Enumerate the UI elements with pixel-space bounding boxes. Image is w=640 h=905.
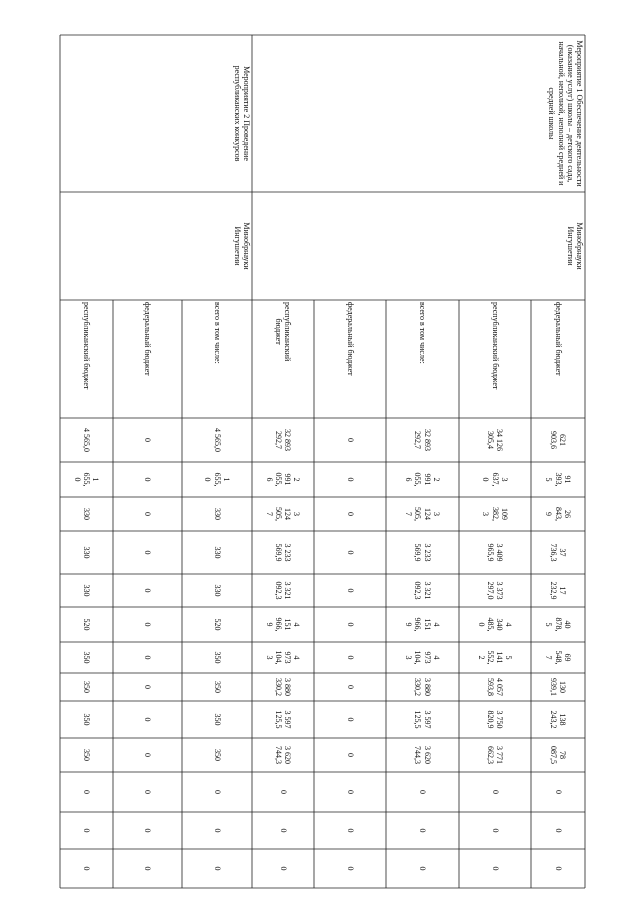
event-2-executor: Минобрнауки Ингушетии — [232, 222, 251, 270]
value-cell: 0 — [143, 512, 153, 516]
value-cell: 0 — [490, 790, 500, 794]
value-cell: 3 880 330,2 — [274, 678, 293, 696]
value-cell: 3 373 297,0 — [486, 581, 505, 600]
value-cell: 0 — [345, 828, 355, 833]
value-cell: 0 — [82, 828, 92, 833]
value-cell: 0 — [212, 828, 222, 833]
value-cell: 0 — [553, 866, 563, 871]
value-cell: 37 736,3 — [549, 543, 568, 562]
value-cell: 91 393, 5 — [544, 472, 572, 487]
value-cell: 0 — [143, 828, 153, 833]
value-cell: 0 — [345, 512, 355, 516]
row-label: федеральный бюджет — [553, 302, 563, 376]
row-label: всего в том числе: — [418, 302, 428, 364]
value-cell: 3 597 125,5 — [274, 710, 293, 729]
value-cell: 4 151 966, 9 — [264, 617, 302, 632]
value-cell: 0 — [143, 622, 153, 627]
value-cell: 130 939,1 — [549, 678, 568, 696]
value-cell: 0 — [345, 550, 355, 555]
value-cell: 3 880 330,2 — [413, 678, 432, 696]
value-cell: 3 620 744,3 — [274, 746, 293, 764]
value-cell: 330 — [212, 584, 222, 597]
event-1-executor: Минобрнауки Ингушетии — [565, 222, 584, 270]
value-cell: 138 243,2 — [549, 710, 568, 729]
value-cell: 3 750 820,9 — [486, 710, 505, 729]
value-cell: 0 — [345, 477, 355, 482]
value-cell: 520 — [82, 618, 92, 631]
value-cell: 69 548, 7 — [544, 650, 572, 665]
value-cell: 0 — [418, 790, 428, 794]
value-cell: 0 — [82, 790, 92, 794]
value-cell: 0 — [490, 828, 500, 833]
value-cell: 34 126 305,4 — [486, 429, 505, 451]
value-cell: 330 — [212, 508, 222, 520]
value-cell: 32 893 292,7 — [413, 429, 432, 451]
value-cell: 330 — [82, 584, 92, 597]
value-cell: 3 233 569,9 — [413, 543, 432, 562]
value-cell: 109 382, 3 — [481, 507, 509, 521]
row-label: республиканский бюджет — [274, 302, 293, 362]
value-cell: 0 — [553, 790, 563, 794]
value-cell: 520 — [212, 618, 222, 631]
value-cell: 0 — [345, 622, 355, 627]
value-cell: 1 655, 0 — [203, 472, 231, 487]
value-cell: 0 — [345, 438, 355, 442]
value-cell: 4 565,0 — [212, 428, 222, 452]
value-cell: 78 087,5 — [549, 746, 568, 764]
value-cell: 0 — [212, 866, 222, 871]
value-cell: 3 321 092,3 — [274, 581, 293, 600]
value-cell: 350 — [82, 651, 92, 664]
value-cell: 0 — [278, 790, 288, 794]
value-cell: 330 — [82, 546, 92, 559]
value-cell: 0 — [278, 828, 288, 833]
value-cell: 3 597 125,5 — [413, 710, 432, 729]
row-label: всего в том числе: — [212, 302, 222, 364]
value-cell: 0 — [553, 828, 563, 833]
value-cell: 0 — [143, 685, 153, 689]
value-cell: 5 141 552, 2 — [476, 650, 514, 665]
value-cell: 4 565,0 — [82, 428, 92, 452]
value-cell: 3 620 744,3 — [413, 746, 432, 764]
value-cell: 621 903,6 — [549, 431, 568, 449]
value-cell: 0 — [345, 790, 355, 794]
value-cell: 350 — [212, 681, 222, 693]
row-label: федеральный бюджет — [143, 302, 153, 376]
value-cell: 3 124 505, 7 — [264, 507, 302, 521]
value-cell: 4 340 485, 0 — [476, 617, 514, 632]
value-cell: 1 655, 0 — [72, 472, 101, 487]
row-label: республиканский бюджет — [490, 302, 500, 390]
value-cell: 4 973 104, 3 — [404, 650, 441, 665]
event-1-description: Мероприятие 1 Обеспечение деятельности (оказание услуг) школы – детского сада, начальной, неполной, неполной средней и средней школы — [547, 40, 584, 187]
value-cell: 330 — [212, 546, 222, 559]
value-cell: 350 — [212, 651, 222, 664]
value-cell: 3 124 505, 7 — [404, 507, 441, 521]
value-cell: 0 — [278, 866, 288, 871]
value-cell: 350 — [82, 713, 92, 726]
value-cell: 3 637, 0 — [481, 472, 509, 487]
value-cell: 0 — [143, 477, 153, 482]
value-cell: 0 — [143, 588, 153, 593]
event-2-description: Мероприятие 2 Проведение республиканских конкурсов — [232, 65, 251, 162]
value-cell: 0 — [345, 717, 355, 722]
value-cell: 0 — [490, 866, 500, 871]
value-cell: 17 232,9 — [549, 581, 568, 600]
value-cell: 0 — [143, 866, 153, 871]
value-cell: 0 — [418, 866, 428, 871]
value-cell: 0 — [143, 655, 153, 660]
value-cell: 330 — [82, 508, 92, 520]
value-cell: 0 — [143, 717, 153, 722]
row-label: федеральный бюджет — [345, 302, 355, 376]
row-label: республиканский бюджет — [82, 302, 92, 390]
value-cell: 3 233 569,9 — [274, 543, 293, 562]
value-cell: 3 771 662,3 — [486, 746, 505, 764]
value-cell: 32 893 292,7 — [274, 429, 293, 451]
value-cell: 3 409 965,9 — [486, 543, 505, 562]
value-cell: 0 — [143, 790, 153, 794]
value-cell: 2 991 055, 6 — [404, 472, 441, 487]
value-cell: 0 — [345, 753, 355, 757]
value-cell: 0 — [418, 828, 428, 833]
value-cell: 3 321 092,3 — [413, 581, 432, 600]
value-cell: 0 — [143, 550, 153, 555]
value-cell: 2 991 055, 6 — [264, 472, 302, 487]
value-cell: 4 057 593,8 — [486, 678, 505, 696]
value-cell: 0 — [345, 655, 355, 660]
value-cell: 0 — [143, 753, 153, 757]
value-cell: 0 — [143, 438, 153, 442]
value-cell: 26 843, 9 — [544, 507, 572, 521]
value-cell: 350 — [82, 681, 92, 693]
value-cell: 0 — [82, 866, 92, 871]
value-cell: 0 — [345, 588, 355, 593]
value-cell: 4 973 104, 3 — [264, 650, 302, 665]
value-cell: 0 — [345, 685, 355, 689]
value-cell: 0 — [345, 866, 355, 871]
value-cell: 0 — [212, 790, 222, 794]
value-cell: 4 151 966, 9 — [404, 617, 441, 632]
value-cell: 350 — [212, 713, 222, 726]
value-cell: 40 878, 5 — [544, 617, 572, 632]
value-cell: 350 — [212, 749, 222, 761]
value-cell: 350 — [82, 749, 92, 761]
